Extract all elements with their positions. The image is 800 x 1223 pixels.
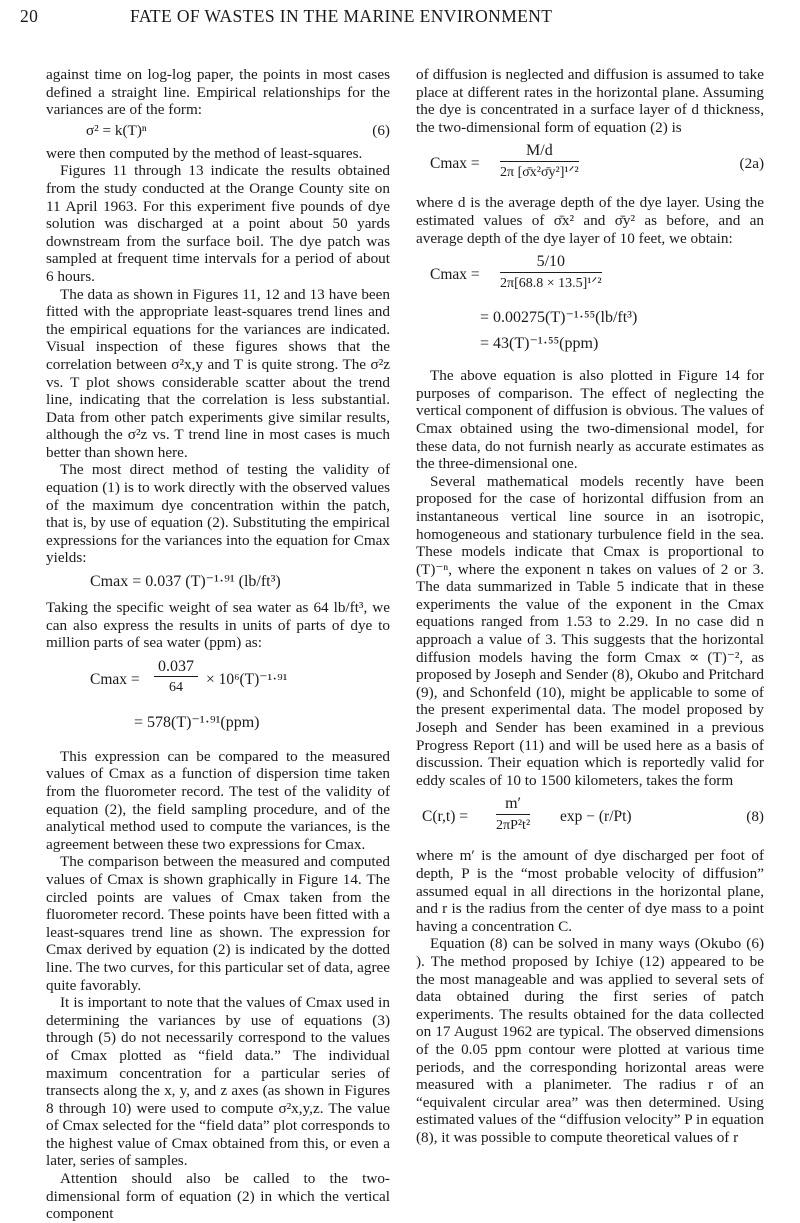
paragraph: Taking the specific weight of sea water as 64 lb/ft³, we can also express the results in units of parts of dye to million parts of sea water (ppm) as: (46, 599, 390, 652)
equation-2a (416, 142, 764, 188)
page-number: 20 (20, 6, 39, 26)
equation-lhs: Cmax = (430, 155, 480, 173)
right-column (416, 66, 764, 1147)
equation-body: Cmax = 0.037 (T)⁻¹·⁹¹ (lb/ft³) (90, 573, 281, 591)
equation-body: = 0.00275(T)⁻¹·⁵⁵(lb/ft³) (480, 309, 638, 327)
paragraph: were then computed by the method of least-squares. (46, 144, 363, 162)
fraction (154, 658, 198, 697)
equation-8 (416, 795, 764, 841)
equation-lhs: C(r,t) = (422, 808, 469, 826)
paragraph: Several mathematical models recently have been proposed for the case of horizontal diffusion from an instantaneous vertical line source in an isotropic, homogeneous and stationary turbulence field in the sea. These models indicate that Cmax is proportional to (T)⁻ⁿ, where the exponent n takes on values of 2 or 3. The data summarized in Table 5 indicate that in these experiments the value of the exponent in the Cmax equations ranged from 1.53 to 2.29. In no case did n approach a value of 3. This suggests that the horizontal diffusion models having the form Cmax ∝ (T)⁻², as proposed by Joseph and Sender (8), Okubo and Pritchard (9), and Schonfeld (10), might be applicable to some of the present experimental data. The model proposed by Joseph and Sender has been examined in a previous Progress Report (11) and will be used here as a basis of discussion. Their equation which is reportedly valid for eddy scales of 10 to 1500 kilometers, takes the form (416, 472, 764, 789)
equation-body: = 578(T)⁻¹·⁹¹(ppm) (134, 713, 260, 731)
fraction (500, 253, 602, 292)
paragraph: of diffusion is neglected and diffusion is assumed to take place at different rates in the horizontal plane. Assuming the dye is concentrated in a surface layer of d thickness, the two-dimensional form of equation (2) is (416, 66, 764, 136)
equation-2d-substituted (416, 253, 764, 299)
paragraph: Figures 11 through 13 indicate the results obtained from the study conducted at the Orange County site on 11 April 1963. For this experiment five pounds of dye solution was discharged at a point about 50 yards downstream from the surface boil. The dye patch was sampled at frequent time intervals for a period of about 6 hours. (46, 162, 390, 285)
equation-6 (46, 122, 390, 142)
equation-label: (6) (372, 121, 390, 139)
equation-2d-lb (416, 305, 764, 331)
numerator: m′ (496, 795, 530, 815)
denominator: 2πP²t² (496, 818, 531, 833)
fraction (496, 795, 530, 834)
equation-rest: exp − (r/Pt) (560, 808, 632, 826)
paragraph: The above equation is also plotted in Figure 14 for purposes of comparison. The effect of neglecting the vertical component of diffusion is obvious. The values of Cmax obtained using the two-dimensional model, for these data, do not furnish nearly as accurate estimates as the three-dimensional one. (416, 367, 764, 473)
paragraph: The data as shown in Figures 11, 12 and 13 have been fitted with the appropriate least-squares trend lines and the empirical equations for the variances are indicated. Visual inspection of these figures shows that the correlation between σ²x,y and T is quite strong. The σ²z vs. T plot shows considerable scatter about the trend line, indicating that the correlation is less substantial. Data from other patch experiments give similar results, although the σ²z vs. T trend line in most cases is much better than shown here. (46, 285, 390, 461)
equation-body: σ² = k(T)ⁿ (86, 121, 147, 139)
paragraph: The comparison between the measured and computed values of Cmax is shown graphically in Figure 14. The circled points are values of Cmax taken from the fluorometer record. These points have been fitted with a least-squares trend line as shown. The expression for Cmax derived by equation (2) is indicated by the dotted line. The two curves, for this particular set of data, agree quite favorably. (46, 853, 390, 994)
left-column (46, 66, 390, 1223)
paragraph: Attention should also be called to the two-dimensional form of equation (2) in which the vertical component (46, 1170, 390, 1223)
numerator: 5/10 (500, 253, 602, 273)
denominator: 64 (169, 680, 183, 696)
paragraph: where d is the average depth of the dye layer. Using the estimated values of σ̄x² and σ̄y² as before, and an average depth of the dye layer of 10 feet, we obtain: (416, 194, 764, 247)
equation-label: (2a) (739, 155, 764, 173)
numerator: 0.037 (154, 658, 198, 678)
equation-ppm-result (46, 710, 390, 736)
page-header (20, 6, 780, 28)
equation-label: (8) (746, 808, 764, 826)
denominator: 2π[68.8 × 13.5]¹ᐟ² (500, 275, 602, 291)
denominator: 2π [σ̄x²σ̄y²]¹ᐟ² (500, 164, 579, 180)
fraction (500, 142, 579, 181)
equation-2d-ppm (416, 331, 764, 357)
paragraph: This expression can be compared to the measured values of Cmax as a function of dispersion time taken from the fluorometer record. The test of the validity of equation (2), the field sampling procedure, and of the analytical method used to compute the variances, is the agreement between these two expressions for Cmax. (46, 747, 390, 853)
equation-body: = 43(T)⁻¹·⁵⁵(ppm) (480, 335, 599, 353)
paragraph: Equation (8) can be solved in many ways (Okubo (6) ). The method proposed by Ichiye (12) appeared to be the most manageable and was applied to several sets of data obtained during the first series of patch experiments. The results obtained for the data collected on 17 August 1962 are typical. The observed dimensions of the 0.05 ppm contour were plotted at various time periods, and the corresponding horizontal areas were measured with a planimeter. The radius r of an “equivalent circular area” was then determined. Using estimated values of the “diffusion velocity” P in equation (8), it was possible to compute theoretical values of r (416, 935, 764, 1146)
equation-rest: × 10⁶(T)⁻¹·⁹¹ (206, 670, 288, 688)
equation-cmax-ppm (46, 658, 390, 704)
paragraph: where m′ is the amount of dye discharged per foot of depth, P is the “most probable velocity of diffusion” assumed equal in all directions in the horizontal plane, and r is the radius from the center of dye mass to a point having a concentration C. (416, 847, 764, 935)
numerator: M/d (500, 142, 579, 162)
equation-cmax-lb (46, 571, 390, 595)
paragraph: The most direct method of testing the validity of equation (1) is to work directly with the observed values of the maximum dye concentration within the patch, that is, by use of equation (2). Substituting the empirical expressions for the variances into the equation for Cmax yields: (46, 461, 390, 567)
equation-lhs: Cmax = (90, 670, 140, 688)
paragraph: It is important to note that the values of Cmax used in determining the variances by use of equations (3) through (5) do not necessarily correspond to the values of Cmax plotted as “field data.” The individual maximum concentration for a particular series of transects along the x, y, and z axes (as shown in Figures 8 through 10) were used to compute σ²x,y,z. The value of Cmax selected for the “field data” plot corresponds to the highest value of Cmax obtained from this, or even a later, series of samples. (46, 994, 390, 1170)
running-title: FATE OF WASTES IN THE MARINE ENVIRONMENT (130, 6, 553, 26)
paragraph: against time on log-log paper, the points in most cases defined a straight line. Empirical relationships for the variances are of the form: (46, 66, 390, 119)
equation-lhs: Cmax = (430, 266, 480, 284)
